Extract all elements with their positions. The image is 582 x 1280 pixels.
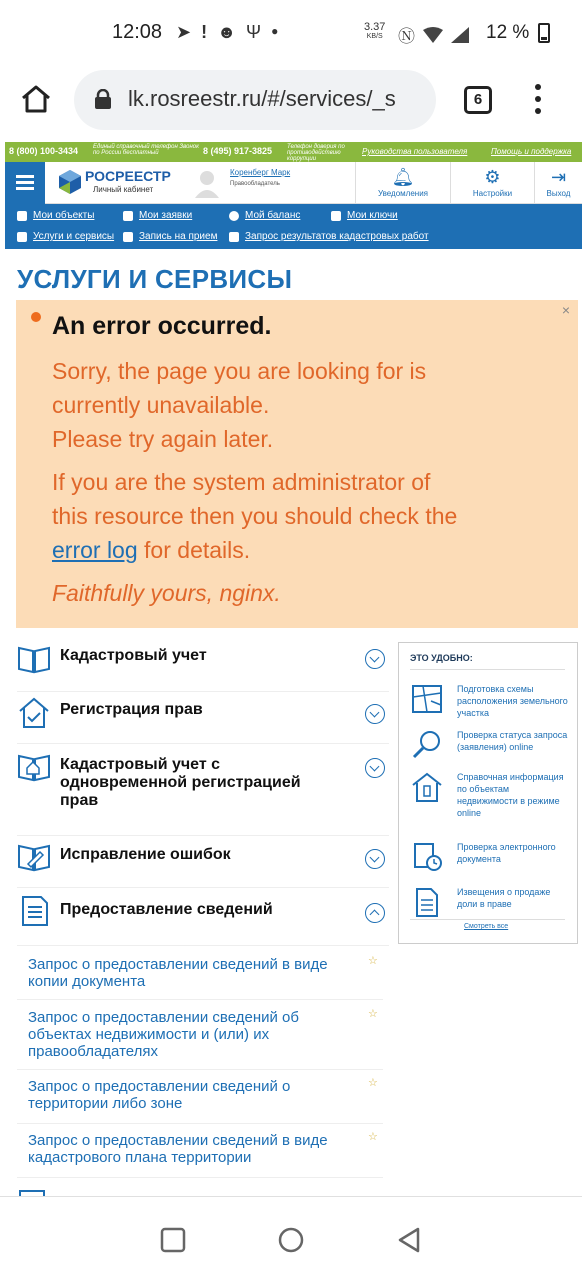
sub-service-label[interactable]: Запрос о предоставлении сведений об объектах недвижимости и (или) их правообладателях: [28, 1009, 299, 1060]
nav-label: Мои объекты: [33, 210, 95, 221]
service-label: Регистрация прав: [60, 701, 203, 718]
sub-service-label[interactable]: Запрос о предоставлении сведений о территории либо зоне: [28, 1078, 291, 1112]
nav-appointment[interactable]: [123, 231, 217, 242]
home-circle-icon[interactable]: [278, 1227, 304, 1253]
copy-icon: [123, 211, 133, 221]
checkbox-icon: [123, 232, 133, 242]
service-label: Исправление ошибок: [60, 846, 231, 863]
main-nav: [5, 204, 582, 249]
document-list-icon: [17, 894, 51, 928]
status-bar: [0, 0, 582, 66]
notifications-button[interactable]: [355, 162, 450, 204]
building-info-icon: [411, 771, 443, 803]
land-plot-map-icon: [411, 683, 443, 715]
logout-label: Выход: [546, 189, 571, 198]
error-line-rest: for details.: [137, 537, 251, 563]
net-speed-unit: KB/S: [366, 33, 383, 40]
star-icon[interactable]: ☆: [368, 955, 378, 967]
site-header: [5, 162, 582, 204]
usb-icon: Ψ: [246, 22, 262, 42]
chevron-down-icon[interactable]: [365, 649, 385, 669]
user-avatar-icon[interactable]: [195, 168, 219, 198]
alert-icon: !: [201, 22, 208, 42]
sub-service-link[interactable]: [17, 1000, 383, 1070]
net-speed: [364, 22, 385, 42]
nav-label: Услуги и сервисы: [33, 231, 115, 242]
nav-label: Мои заявки: [139, 210, 193, 221]
star-icon[interactable]: ☆: [368, 1131, 378, 1143]
chevron-down-icon[interactable]: [365, 758, 385, 778]
battery-percent: 12 %: [486, 22, 530, 43]
discord-icon: ☻: [217, 22, 237, 42]
recents-icon[interactable]: [160, 1227, 186, 1253]
key-icon: [331, 211, 341, 221]
magnifier-icon: [411, 729, 443, 761]
site-info-bar: [5, 142, 582, 162]
nav-label: Запись на прием: [139, 231, 218, 242]
open-book-icon: [17, 642, 51, 676]
nav-my-objects[interactable]: [17, 210, 94, 221]
useful-link-label: Справочная информация по объектам недвижимости в режиме online: [457, 772, 564, 818]
wifi-icon: [423, 27, 443, 43]
error-signature: Faithfully yours, nginx.: [52, 580, 281, 606]
hamburger-menu-icon[interactable]: [5, 162, 45, 204]
address-bar[interactable]: [74, 70, 436, 130]
checkbox-icon: [17, 232, 27, 242]
more-dot-icon: ●: [271, 24, 279, 38]
see-all-link[interactable]: Смотреть все: [464, 923, 509, 930]
nav-label: Мой баланс: [245, 210, 301, 221]
chevron-down-icon[interactable]: [365, 849, 385, 869]
book-house-icon: [17, 750, 51, 784]
error-line: If you are the system administrator of: [52, 469, 431, 495]
sub-service-link[interactable]: [17, 1070, 383, 1124]
nav-my-keys[interactable]: [331, 210, 398, 221]
star-icon[interactable]: ☆: [368, 1077, 378, 1089]
tab-switcher-button[interactable]: 6: [464, 86, 492, 114]
system-nav-bar: [0, 1196, 582, 1280]
hotline-phone: 8 (800) 100-3434: [9, 146, 79, 156]
error-log-link[interactable]: error log: [52, 537, 138, 563]
sub-service-link[interactable]: [17, 946, 383, 1000]
divider: [410, 919, 565, 920]
service-item[interactable]: [17, 836, 389, 888]
clock: 12:08: [112, 21, 163, 43]
nav-label: Запрос результатов кадастровых работ: [245, 231, 429, 242]
help-link[interactable]: Помощь и поддержка: [491, 147, 572, 156]
logout-button[interactable]: [534, 162, 582, 204]
sub-service-label[interactable]: Запрос о предоставлении сведений в виде копии документа: [28, 956, 328, 990]
page-title: УСЛУГИ И СЕРВИСЫ: [17, 264, 293, 294]
browser-menu-icon[interactable]: [534, 84, 542, 118]
useful-link-label: Проверка электронного документа: [457, 842, 556, 864]
service-label: Предоставление сведений: [60, 901, 273, 918]
document-icon: [229, 232, 239, 242]
document-icon: [411, 886, 443, 918]
gear-icon: ⚙: [484, 167, 501, 187]
service-label: Кадастровый учет: [60, 647, 207, 664]
divider: [410, 669, 565, 670]
system-icons: [398, 22, 469, 47]
nav-my-balance[interactable]: [229, 210, 300, 221]
error-line: currently unavailable.: [52, 392, 270, 418]
telegram-icon: ➤: [176, 22, 192, 42]
close-icon[interactable]: ×: [561, 302, 570, 318]
nav-cadastral-results[interactable]: [229, 231, 429, 242]
net-speed-value: 3.37: [364, 21, 386, 33]
settings-label: Настройки: [472, 189, 513, 198]
house-check-icon: [17, 696, 51, 730]
nav-label: Мои ключи: [347, 210, 398, 221]
url-text: lk.rosreestr.ru/#/services/_s: [128, 86, 396, 111]
useful-link-label: Подготовка схемы расположения земельного участка: [457, 684, 568, 718]
lock-icon: [94, 89, 112, 109]
bullet-icon: [31, 312, 41, 322]
error-heading: An error occurred.: [52, 312, 272, 340]
bell-icon: 🔔︎: [391, 167, 415, 187]
trust-phone: 8 (495) 917-3825: [203, 146, 273, 156]
error-line: [52, 533, 250, 567]
notification-icons: [176, 22, 278, 43]
chevron-up-icon[interactable]: [365, 903, 385, 923]
back-icon[interactable]: [396, 1227, 422, 1253]
user-role: Правообладатель: [230, 181, 280, 187]
trust-note: Телефон доверия по противодействию коррупции: [287, 144, 345, 162]
nav-services[interactable]: [17, 231, 114, 242]
service-item-expanded[interactable]: [17, 888, 389, 946]
nfc-icon: Ⓝ: [398, 27, 415, 46]
logout-icon: ⇥: [550, 167, 567, 187]
error-message-box: [16, 300, 578, 628]
chevron-down-icon[interactable]: [365, 704, 385, 724]
ruble-icon: [229, 211, 239, 221]
settings-button[interactable]: [450, 162, 534, 204]
notifications-label: Уведомления: [377, 189, 429, 198]
browser-toolbar: [0, 66, 582, 134]
home-icon[interactable]: [20, 84, 52, 114]
error-line: this resource then you should check the: [52, 503, 458, 529]
battery-icon: [538, 23, 550, 43]
service-item[interactable]: [17, 744, 389, 836]
nav-my-requests[interactable]: [123, 210, 192, 221]
user-guide-link[interactable]: Руководства пользователя: [362, 147, 468, 156]
service-item[interactable]: [17, 640, 389, 692]
signal-icon: [451, 27, 469, 43]
sub-service-label[interactable]: Запрос о предоставлении сведений в виде кадастрового плана территории: [28, 1132, 328, 1166]
star-icon[interactable]: ☆: [368, 1008, 378, 1020]
logo-text: РОСРЕЕСТР: [85, 168, 171, 184]
error-line: Please try again later.: [52, 426, 274, 452]
document-clock-icon: [411, 841, 443, 873]
book-pencil-icon: [17, 840, 51, 874]
panel-title: ЭТО УДОБНО:: [410, 653, 473, 663]
error-line: Sorry, the page you are looking for is: [52, 358, 427, 384]
service-label: Кадастровый учет с одновременной регистрацией прав: [60, 756, 301, 809]
useful-links-panel: [398, 642, 578, 944]
hotline-note: Единый справочный телефон Звонок по России бесплатный: [93, 144, 199, 156]
user-name-link[interactable]: Коренберг Марк: [230, 168, 291, 177]
logo-subtitle: Личный кабинет: [93, 185, 154, 194]
sub-service-link[interactable]: [17, 1124, 383, 1178]
rosreestr-logo-icon: [57, 168, 83, 196]
service-item[interactable]: [17, 692, 389, 744]
useful-link-label: Извещения о продаже доли в праве: [457, 887, 551, 909]
useful-link-label: Проверка статуса запроса (заявления) online: [457, 730, 568, 752]
home-small-icon: [17, 211, 27, 221]
